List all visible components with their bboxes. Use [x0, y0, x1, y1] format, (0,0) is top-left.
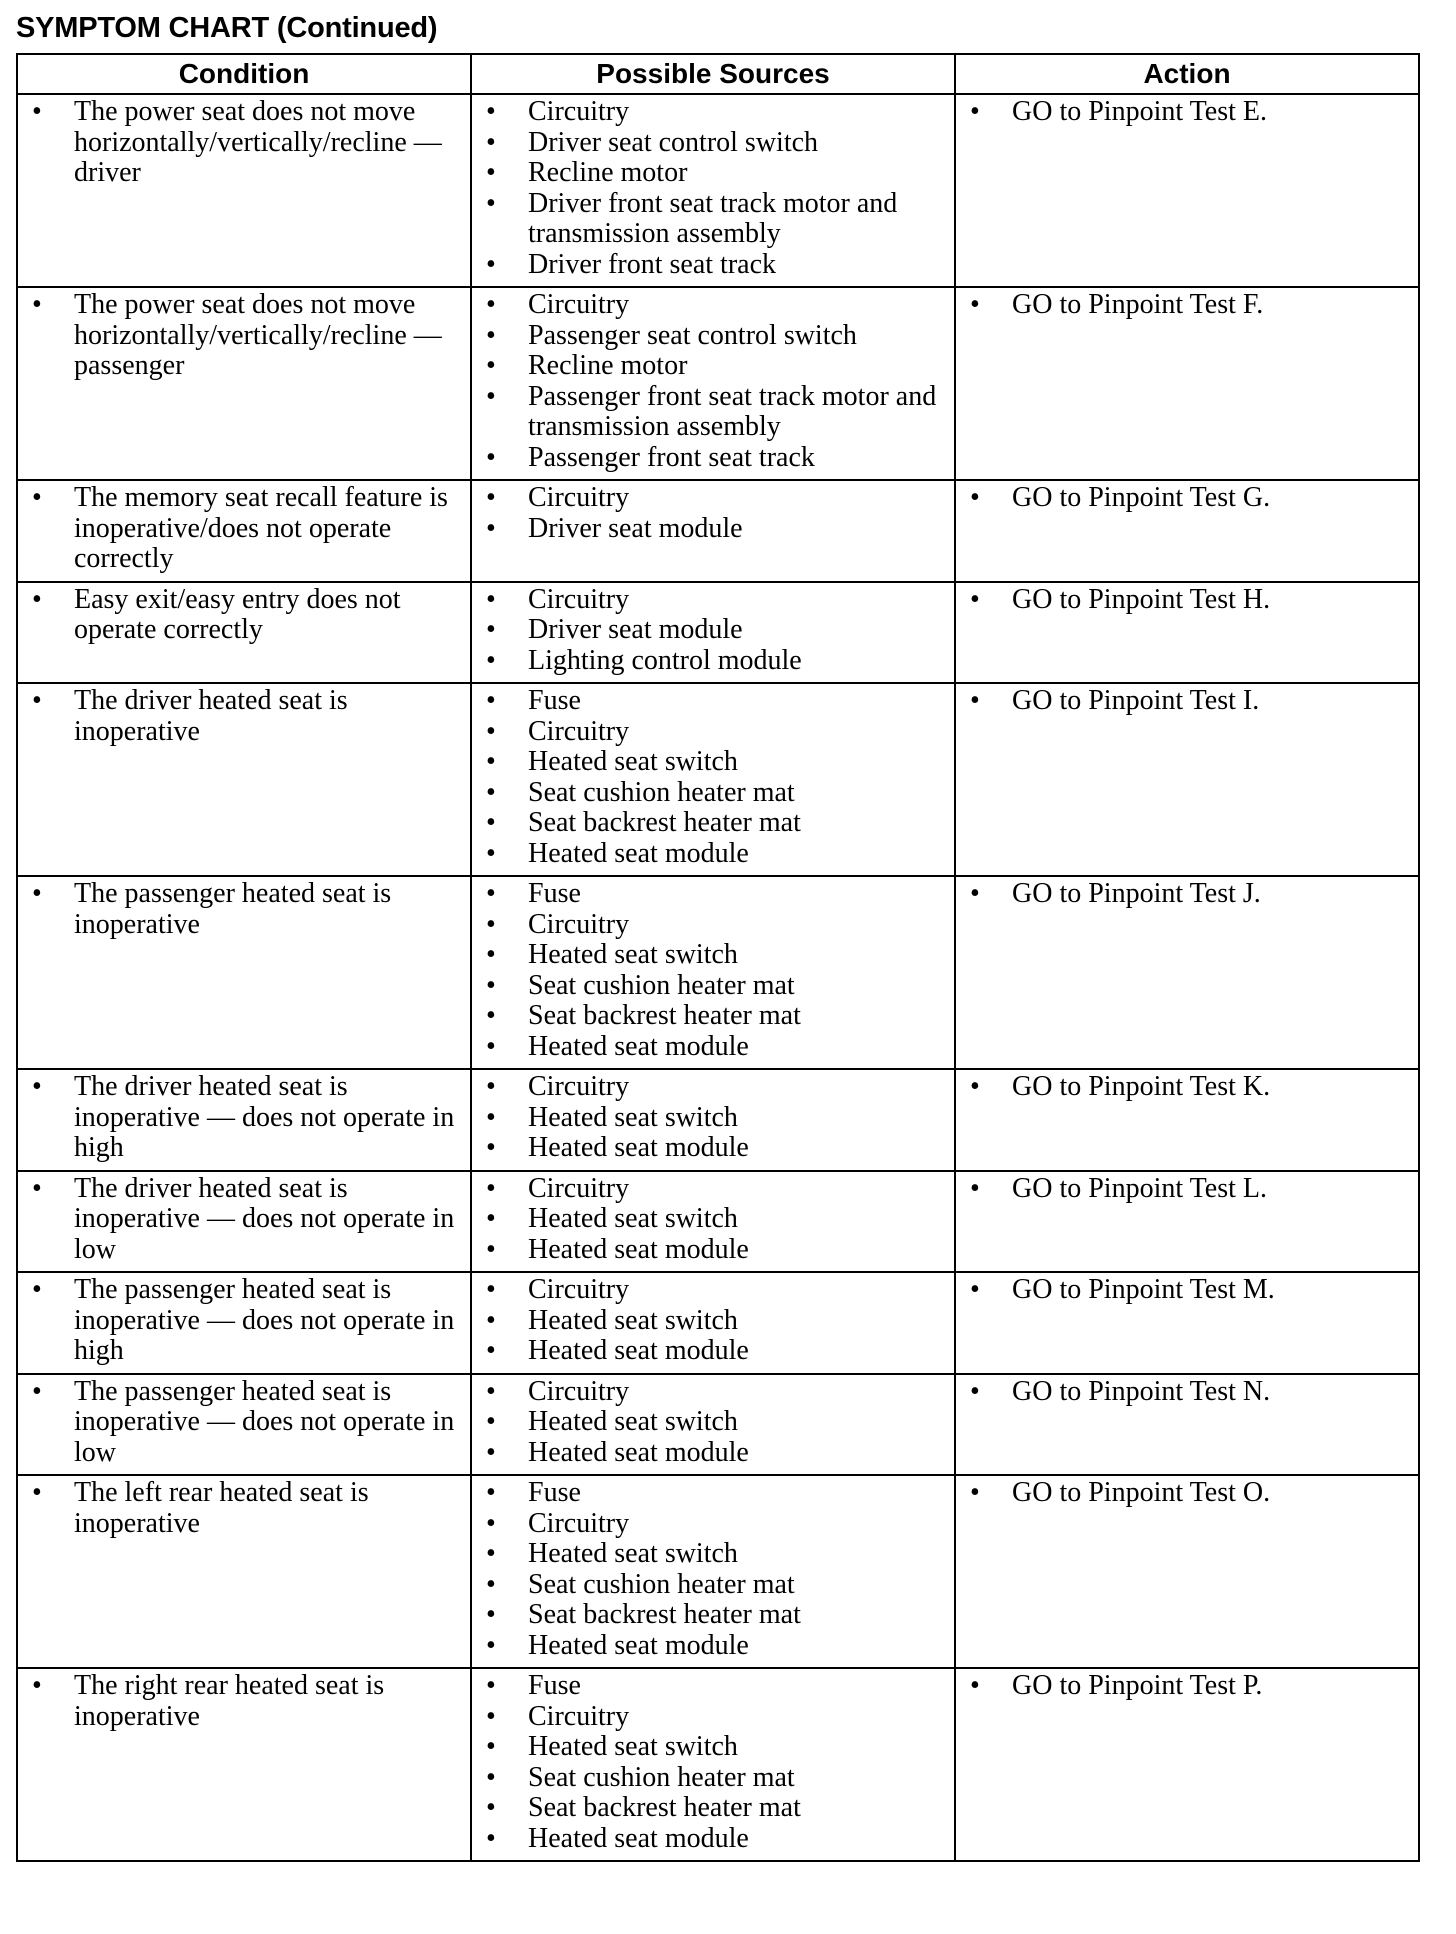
possible-sources-cell — [471, 94, 955, 287]
source-item: • Heated seat switch — [478, 1204, 948, 1235]
sources-list — [478, 1072, 948, 1164]
table-row — [17, 94, 1419, 287]
action-list — [962, 1072, 1412, 1103]
action-cell — [955, 1069, 1419, 1171]
action-cell — [955, 1668, 1419, 1861]
condition-cell — [17, 1475, 471, 1668]
action-item: • GO to Pinpoint Test I. — [962, 686, 1412, 717]
action-cell — [955, 683, 1419, 876]
possible-sources-cell — [471, 1171, 955, 1273]
source-item: • Heated seat module — [478, 1824, 948, 1855]
action-cell — [955, 1374, 1419, 1476]
source-item: • Heated seat module — [478, 1032, 948, 1063]
source-item: • Driver seat module — [478, 615, 948, 646]
condition-list — [24, 483, 464, 575]
table-row — [17, 582, 1419, 684]
source-item: • Seat cushion heater mat — [478, 778, 948, 809]
action-list — [962, 1275, 1412, 1306]
source-item: • Circuitry — [478, 483, 948, 514]
condition-item: • The power seat does not move horizontally/vertically/recline — driver — [24, 97, 464, 189]
condition-cell — [17, 1668, 471, 1861]
source-item: • Driver seat module — [478, 514, 948, 545]
source-item: • Heated seat module — [478, 1235, 948, 1266]
action-cell — [955, 1171, 1419, 1273]
condition-list — [24, 290, 464, 382]
table-row — [17, 1374, 1419, 1476]
condition-cell — [17, 1171, 471, 1273]
symptom-chart-table — [16, 53, 1420, 1862]
possible-sources-cell — [471, 1069, 955, 1171]
sources-list — [478, 1478, 948, 1661]
table-row — [17, 1069, 1419, 1171]
action-item: • GO to Pinpoint Test N. — [962, 1377, 1412, 1408]
page-title: SYMPTOM CHART (Continued) — [16, 12, 438, 44]
action-item: • GO to Pinpoint Test H. — [962, 585, 1412, 616]
condition-cell — [17, 94, 471, 287]
possible-sources-cell — [471, 480, 955, 582]
condition-item: • Easy exit/easy entry does not operate correctly — [24, 585, 464, 646]
possible-sources-cell — [471, 582, 955, 684]
condition-item: • The passenger heated seat is inoperative — does not operate in low — [24, 1377, 464, 1469]
condition-item: • The memory seat recall feature is inoperative/does not operate correctly — [24, 483, 464, 575]
source-item: • Recline motor — [478, 351, 948, 382]
condition-cell — [17, 582, 471, 684]
source-item: • Fuse — [478, 879, 948, 910]
source-item: • Heated seat switch — [478, 1103, 948, 1134]
action-item: • GO to Pinpoint Test E. — [962, 97, 1412, 128]
source-item: • Circuitry — [478, 290, 948, 321]
source-item: • Heated seat switch — [478, 1407, 948, 1438]
action-cell — [955, 876, 1419, 1069]
condition-item: • The passenger heated seat is inoperative — [24, 879, 464, 940]
source-item: • Circuitry — [478, 1174, 948, 1205]
possible-sources-column-header: Possible Sources — [471, 54, 955, 94]
source-item: • Heated seat module — [478, 839, 948, 870]
condition-list — [24, 1174, 464, 1266]
sources-list — [478, 1671, 948, 1854]
sources-list — [478, 686, 948, 869]
condition-list — [24, 97, 464, 189]
source-item: • Recline motor — [478, 158, 948, 189]
action-cell — [955, 1475, 1419, 1668]
condition-list — [24, 1275, 464, 1367]
action-cell — [955, 287, 1419, 480]
source-item: • Driver front seat track — [478, 250, 948, 281]
action-item: • GO to Pinpoint Test F. — [962, 290, 1412, 321]
possible-sources-cell — [471, 1475, 955, 1668]
table-row — [17, 1668, 1419, 1861]
source-item: • Seat cushion heater mat — [478, 971, 948, 1002]
condition-list — [24, 686, 464, 747]
source-item: • Circuitry — [478, 1072, 948, 1103]
action-item: • GO to Pinpoint Test O. — [962, 1478, 1412, 1509]
table-row — [17, 1171, 1419, 1273]
action-item: • GO to Pinpoint Test M. — [962, 1275, 1412, 1306]
table-header-row — [17, 54, 1419, 94]
condition-cell — [17, 1069, 471, 1171]
condition-list — [24, 585, 464, 646]
condition-item: • The left rear heated seat is inoperative — [24, 1478, 464, 1539]
action-item: • GO to Pinpoint Test P. — [962, 1671, 1412, 1702]
sources-list — [478, 483, 948, 544]
source-item: • Lighting control module — [478, 646, 948, 677]
source-item: • Heated seat module — [478, 1631, 948, 1662]
source-item: • Heated seat module — [478, 1336, 948, 1367]
condition-cell — [17, 480, 471, 582]
action-item: • GO to Pinpoint Test G. — [962, 483, 1412, 514]
sources-list — [478, 1275, 948, 1367]
condition-list — [24, 1072, 464, 1164]
source-item: • Heated seat switch — [478, 1306, 948, 1337]
action-cell — [955, 582, 1419, 684]
action-list — [962, 1671, 1412, 1702]
table-row — [17, 1272, 1419, 1374]
table-body — [17, 94, 1419, 1861]
table-row — [17, 480, 1419, 582]
source-item: • Passenger seat control switch — [478, 321, 948, 352]
condition-item: • The right rear heated seat is inoperative — [24, 1671, 464, 1732]
source-item: • Seat backrest heater mat — [478, 1793, 948, 1824]
condition-item: • The power seat does not move horizontally/vertically/recline — passenger — [24, 290, 464, 382]
table-row — [17, 683, 1419, 876]
condition-cell — [17, 1272, 471, 1374]
action-cell — [955, 94, 1419, 287]
action-list — [962, 1377, 1412, 1408]
source-item: • Circuitry — [478, 97, 948, 128]
source-item: • Circuitry — [478, 717, 948, 748]
action-cell — [955, 1272, 1419, 1374]
source-item: • Fuse — [478, 686, 948, 717]
source-item: • Seat backrest heater mat — [478, 1001, 948, 1032]
action-list — [962, 585, 1412, 616]
source-item: • Passenger front seat track — [478, 443, 948, 474]
source-item: • Circuitry — [478, 910, 948, 941]
source-item: • Seat cushion heater mat — [478, 1763, 948, 1794]
action-list — [962, 1174, 1412, 1205]
condition-list — [24, 879, 464, 940]
action-item: • GO to Pinpoint Test L. — [962, 1174, 1412, 1205]
table-row — [17, 287, 1419, 480]
sources-list — [478, 879, 948, 1062]
source-item: • Heated seat module — [478, 1133, 948, 1164]
possible-sources-cell — [471, 1272, 955, 1374]
possible-sources-cell — [471, 1374, 955, 1476]
source-item: • Driver seat control switch — [478, 128, 948, 159]
sources-list — [478, 585, 948, 677]
source-item: • Heated seat switch — [478, 1732, 948, 1763]
action-list — [962, 290, 1412, 321]
sources-list — [478, 97, 948, 280]
source-item: • Heated seat module — [478, 1438, 948, 1469]
possible-sources-cell — [471, 287, 955, 480]
sources-list — [478, 1174, 948, 1266]
possible-sources-cell — [471, 1668, 955, 1861]
condition-list — [24, 1671, 464, 1732]
source-item: • Circuitry — [478, 1702, 948, 1733]
condition-item: • The driver heated seat is inoperative — does not operate in high — [24, 1072, 464, 1164]
sources-list — [478, 290, 948, 473]
source-item: • Passenger front seat track motor and transmission assembly — [478, 382, 948, 443]
source-item: • Driver front seat track motor and transmission assembly — [478, 189, 948, 250]
action-cell — [955, 480, 1419, 582]
action-list — [962, 879, 1412, 910]
source-item: • Seat backrest heater mat — [478, 1600, 948, 1631]
condition-list — [24, 1478, 464, 1539]
action-column-header: Action — [955, 54, 1419, 94]
condition-column-header: Condition — [17, 54, 471, 94]
source-item: • Heated seat switch — [478, 940, 948, 971]
table-row — [17, 876, 1419, 1069]
action-list — [962, 483, 1412, 514]
sources-list — [478, 1377, 948, 1469]
condition-cell — [17, 1374, 471, 1476]
possible-sources-cell — [471, 683, 955, 876]
condition-cell — [17, 287, 471, 480]
condition-item: • The driver heated seat is inoperative — does not operate in low — [24, 1174, 464, 1266]
condition-cell — [17, 683, 471, 876]
action-item: • GO to Pinpoint Test J. — [962, 879, 1412, 910]
table-row — [17, 1475, 1419, 1668]
action-list — [962, 1478, 1412, 1509]
condition-cell — [17, 876, 471, 1069]
source-item: • Seat backrest heater mat — [478, 808, 948, 839]
condition-item: • The driver heated seat is inoperative — [24, 686, 464, 747]
source-item: • Heated seat switch — [478, 747, 948, 778]
action-list — [962, 686, 1412, 717]
action-item: • GO to Pinpoint Test K. — [962, 1072, 1412, 1103]
action-list — [962, 97, 1412, 128]
condition-list — [24, 1377, 464, 1469]
source-item: • Heated seat switch — [478, 1539, 948, 1570]
condition-item: • The passenger heated seat is inoperative — does not operate in high — [24, 1275, 464, 1367]
source-item: • Circuitry — [478, 585, 948, 616]
source-item: • Fuse — [478, 1478, 948, 1509]
source-item: • Circuitry — [478, 1509, 948, 1540]
source-item: • Circuitry — [478, 1377, 948, 1408]
source-item: • Fuse — [478, 1671, 948, 1702]
possible-sources-cell — [471, 876, 955, 1069]
source-item: • Seat cushion heater mat — [478, 1570, 948, 1601]
source-item: • Circuitry — [478, 1275, 948, 1306]
